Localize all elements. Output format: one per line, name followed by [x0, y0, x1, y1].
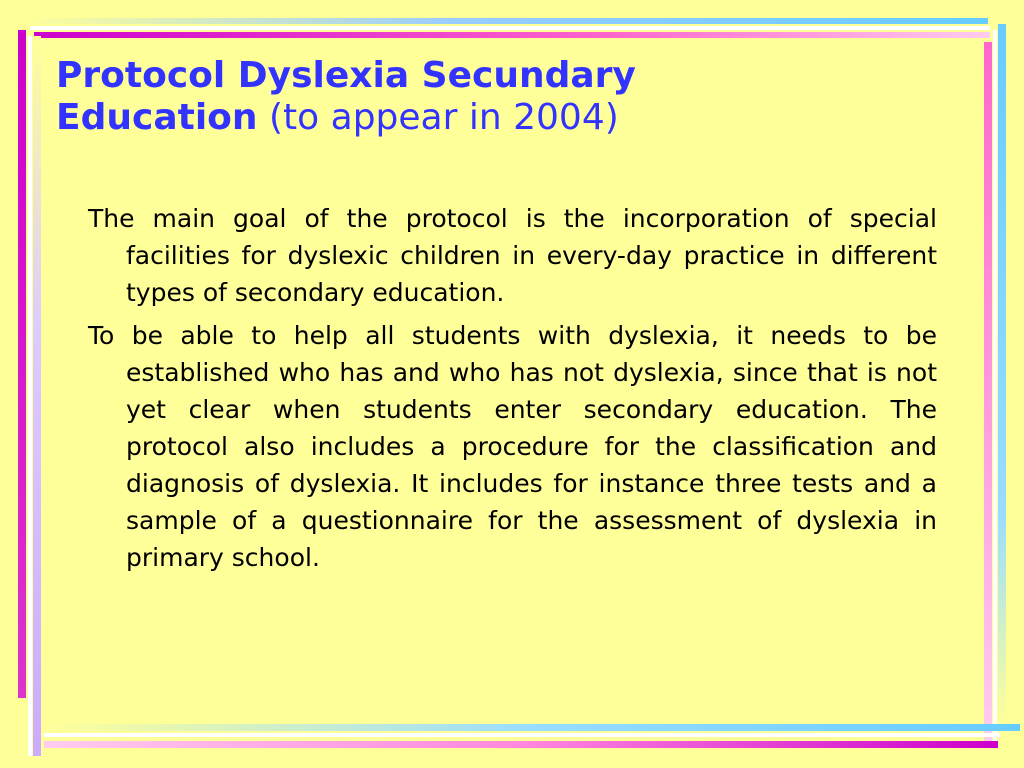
body-paragraph-goal: The main goal of the protocol is the incorporation of special facilities for dyslexic children in every-day practice in different types of secondary education. — [88, 204, 937, 307]
top-border-white — [30, 26, 990, 30]
bottom-border-white — [44, 733, 1000, 737]
bottom-border-blue — [44, 724, 1020, 731]
slide-title-line2: Education — [56, 97, 258, 138]
left-border-white — [28, 36, 32, 756]
left-border-lavender — [33, 36, 41, 756]
right-border-white — [993, 30, 997, 742]
slide-title-line1: Protocol Dyslexia Secundary — [56, 55, 636, 96]
body-paragraph-students: To be able to help all students with dyslexia, it needs to be established who has and who has not dyslexia, since that is not yet clear when students enter secondary education. The protocol also includes a procedure for the classification and diagnosis of dyslexia. It includes for instance three tests and a sample of a questionnaire for the assessment of dyslexia in primary school. — [88, 321, 937, 572]
top-border-pink — [34, 32, 990, 38]
slide-title — [56, 55, 956, 139]
bottom-border-pink — [44, 741, 998, 748]
left-border-pink — [18, 30, 26, 698]
right-border-pink — [984, 42, 992, 742]
slide-title-suffix: (to appear in 2004) — [269, 97, 619, 138]
right-border-blue — [998, 24, 1006, 724]
top-border-blue — [20, 18, 988, 24]
slide-body — [88, 200, 937, 582]
